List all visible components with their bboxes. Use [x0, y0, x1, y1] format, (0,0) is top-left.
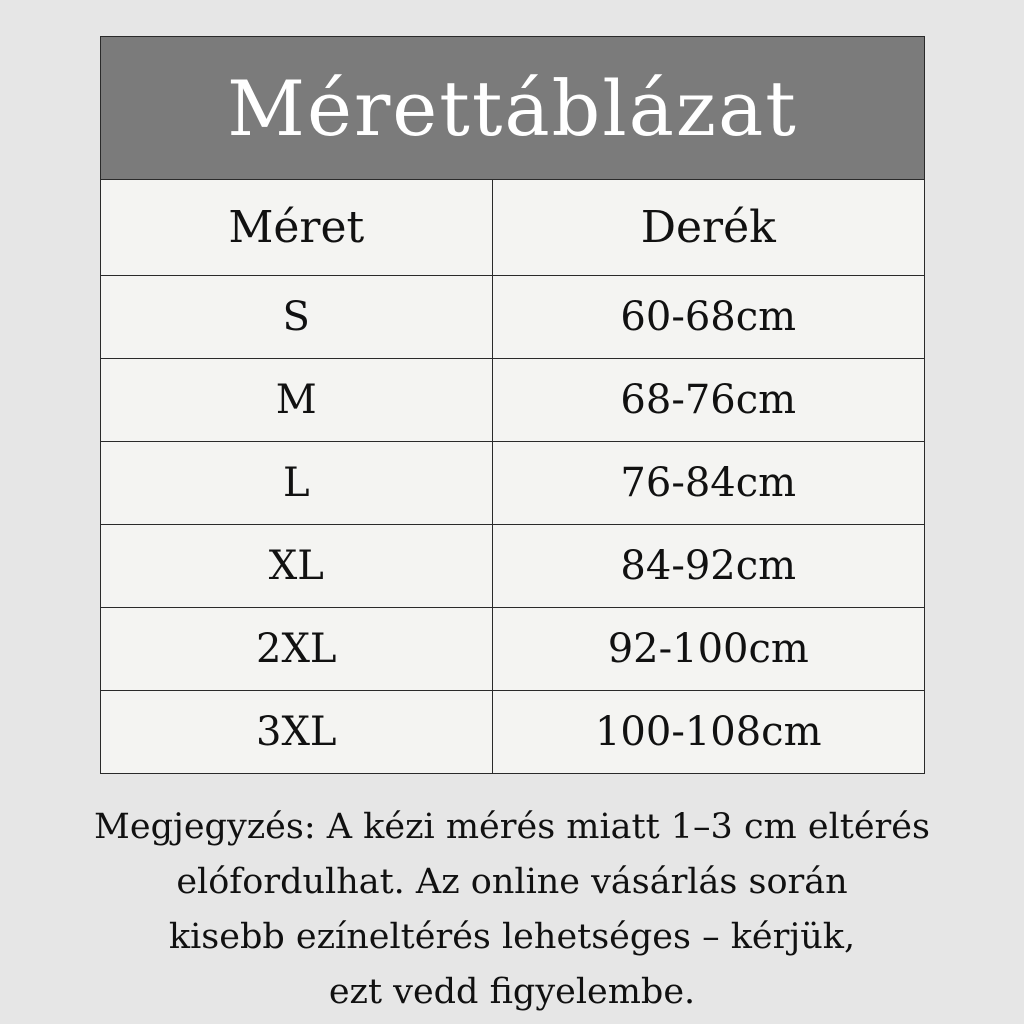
size-cell: L — [101, 442, 492, 525]
note-line: elófordulhat. Az online vásárlás során — [176, 862, 848, 902]
table-row — [101, 525, 924, 608]
table-row — [101, 608, 924, 691]
waist-cell: 84-92cm — [492, 525, 924, 608]
waist-cell: 100-108cm — [492, 691, 924, 774]
size-cell: S — [101, 276, 492, 359]
size-cell: XL — [101, 525, 492, 608]
measurement-note — [40, 800, 984, 1020]
waist-cell: 68-76cm — [492, 359, 924, 442]
waist-cell: 92-100cm — [492, 608, 924, 691]
table-row — [101, 691, 924, 774]
size-table — [101, 180, 924, 773]
waist-cell: 60-68cm — [492, 276, 924, 359]
size-cell: 2XL — [101, 608, 492, 691]
chart-title: Mérettáblázat — [227, 63, 798, 153]
header-size: Méret — [101, 180, 492, 276]
table-row — [101, 442, 924, 525]
size-chart — [100, 36, 925, 774]
title-bar — [101, 37, 924, 180]
note-line: kisebb ezíneltérés lehetséges – kérjük, — [168, 917, 856, 957]
table-row — [101, 276, 924, 359]
size-cell: M — [101, 359, 492, 442]
table-row — [101, 359, 924, 442]
size-cell: 3XL — [101, 691, 492, 774]
note-line: Megjegyzés: A kézi mérés miatt 1–3 cm eltérés — [94, 807, 930, 847]
note-line: ezt vedd figyelembe. — [328, 972, 696, 1012]
header-row — [101, 180, 924, 276]
header-waist: Derék — [492, 180, 924, 276]
waist-cell: 76-84cm — [492, 442, 924, 525]
